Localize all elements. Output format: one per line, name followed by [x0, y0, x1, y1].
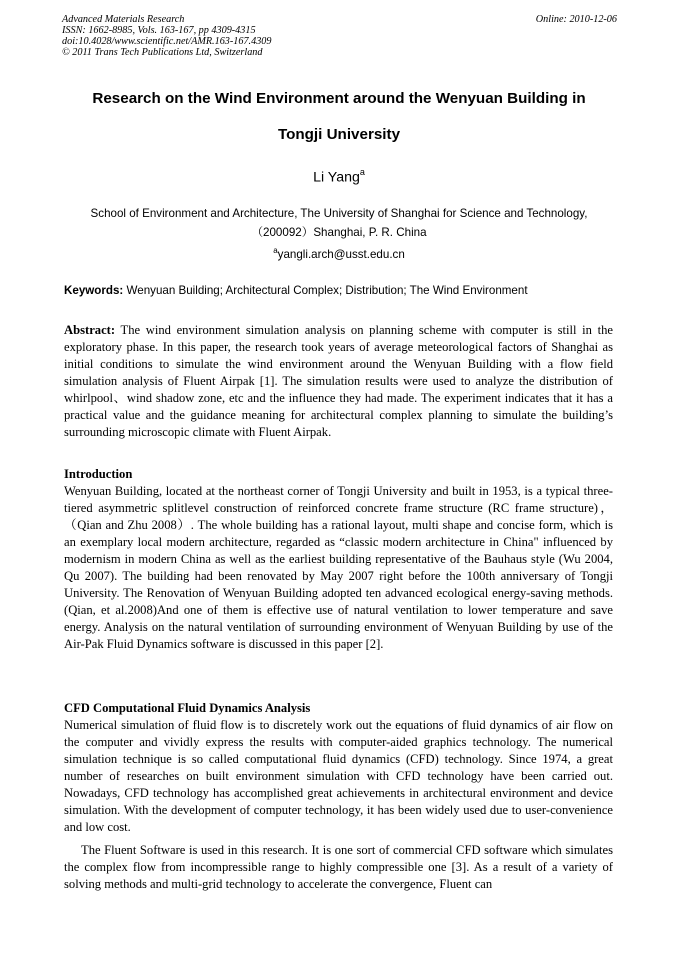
abstract-text: The wind environment simulation analysis on planning scheme with computer is still in the exploratory phase. In this paper, the research took years of average meteorological factors of Shanghai as initial conditions to simulate the wind environment around the Wenyuan Building with a flow field simulation analysis of Fluent Airpak [1]. The simulation results were used to analyze the distribution of whirlpool、wind shadow zone, etc and the influence they had made. The experiment indicates that it has a practical value and the guidance meaning for architectural complex planning to simulate the building’s surrounding microscopic climate with Fluent Airpak. — [64, 323, 614, 439]
abstract-label: Abstract: — [64, 323, 116, 337]
paper-title-line-2: Tongji University — [277, 126, 401, 143]
email-address: yangli.arch@usst.edu.cn — [277, 247, 405, 261]
journal-header — [62, 14, 617, 58]
keywords-text: Wenyuan Building; Architectural Complex; Distribution; The Wind Environment — [126, 284, 528, 297]
affiliation-line-1: School of Environment and Architecture, The University of Shanghai for Science and Technology, — [90, 207, 588, 220]
affiliation — [50, 204, 628, 242]
author-email — [0, 246, 678, 261]
issn-line: ISSN: 1662-8985, Vols. 163-167, pp 4309-4315 — [62, 25, 256, 36]
keywords — [64, 284, 624, 297]
abstract — [64, 322, 613, 441]
author — [0, 168, 678, 186]
introduction-paragraph: Wenyuan Building, located at the northeast corner of Tongji University and built in 1953, is a typical three-tiered asymmetric splitlevel construction of reinforced concrete frame structure (RC frame structure)，（Qian and Zhu 2008）. The whole building has a rational layout, multi shape and concise form, which is an exemplary local modern architecture, regarded as “classic modern architecture in China" influenced by modernism in modern China as well as the earliest building representative of the Bauhaus style (Wu 2004, Qu 2007). The building had been renovated by May 2007 right before the 100th anniversary of Tongji University. The Renovation of Wenyuan Building adopted ten advanced ecological energy-saving methods. (Qian, et al.2008)And one of them is effective use of natural ventilation to lower temperature and save energy. Analysis on the natural ventilation of surrounding environment of Wenyuan Building by use of the Air-Pak Fluid Dynamics software is discussed in this paper [2]. — [64, 484, 613, 651]
paper-title-line-1: Research on the Wind Environment around the Wenyuan Building in — [92, 90, 586, 107]
author-mark: a — [359, 167, 365, 177]
introduction-heading: Introduction — [64, 467, 133, 481]
copyright-line: © 2011 Trans Tech Publications Ltd, Switzerland — [62, 47, 263, 58]
cfd-heading: CFD Computational Fluid Dynamics Analysis — [64, 701, 311, 715]
cfd-paragraph-2: The Fluent Software is used in this research. It is one sort of commercial CFD software which simulates the complex flow from incompressible range to highly compressible one [3]. As a result of a variety of solving methods and multi-grid technology to accelerate the convergence, Fluent can — [64, 843, 613, 891]
journal-name: Advanced Materials Research — [62, 14, 185, 25]
doi-line: doi:10.4028/www.scientific.net/AMR.163-167.4309 — [62, 36, 272, 47]
affiliation-line-2: （200092）Shanghai, P. R. China — [251, 226, 427, 239]
cfd-paragraph-1: Numerical simulation of fluid flow is to discretely work out the equations of fluid dynamics of air flow on the computer and vividly express the results with computer-aided graphics technology. The numerical simulation technique is so called computational fluid dynamics (CFD) technology. Since 1974, a great number of researches on built environment simulation with CFD technology have been carried out. Nowadays, CFD technology has accomplished great achievements in architectural environment and device simulation. With the development of computer technology, it has been widely used due to user-convenience and low cost. — [64, 718, 613, 834]
online-date: Online: 2010-12-06 — [535, 14, 617, 25]
keywords-label: Keywords: — [64, 284, 124, 297]
author-name: Li Yang — [313, 169, 360, 186]
email-mark: a — [273, 246, 278, 255]
